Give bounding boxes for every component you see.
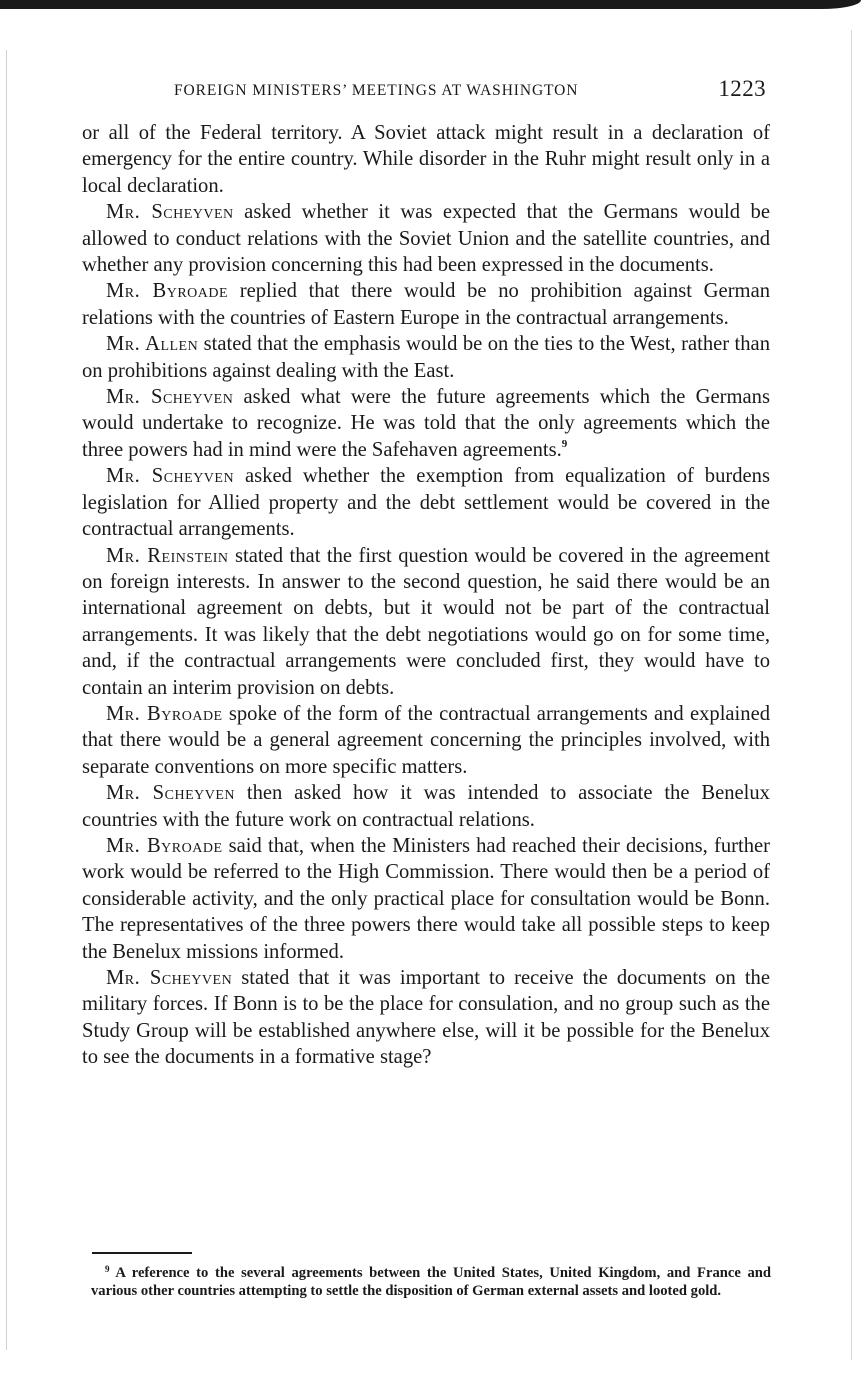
paragraph	[82, 120, 770, 199]
paragraph-text: asked what were the future agreements which the Germans would undertake to recognize. He was told that the only agreements which the three powers had in mind were the Safehaven agreements.	[82, 386, 770, 461]
footnote-text: A reference to the several agreements between the United States, United Kingdom, and France and various other countries attempting to settle the disposition of German external assets and looted gold.	[91, 1265, 771, 1299]
speaker-name: Mr. Allen	[106, 333, 199, 356]
paragraph-text: then asked how it was intended to associate the Benelux countries with the future work on contractual relations.	[82, 782, 770, 831]
paragraph	[82, 965, 770, 1071]
footnote-divider	[92, 1252, 192, 1254]
speaker-name: Mr. Byroade	[106, 834, 223, 857]
speaker-name: Mr. Scheyven	[106, 465, 235, 488]
body-text	[82, 120, 770, 1071]
page-number: 1223	[718, 76, 766, 101]
paragraph	[82, 780, 770, 833]
page-top-edge	[0, 0, 861, 9]
paragraph	[82, 331, 770, 384]
paragraph	[82, 278, 770, 331]
paragraph-text: or all of the Federal territory. A Soviet attack might result in a declaration of emergency for the entire country. While disorder in the Ruhr might result only in a local declaration.	[82, 122, 770, 197]
paragraph-text: stated that the emphasis would be on the ties to the West, rather than on prohibitions against dealing with the East.	[82, 333, 770, 382]
paragraph	[82, 833, 770, 965]
paragraph	[82, 384, 770, 463]
paragraph	[82, 543, 770, 701]
paragraph-text: asked whether it was expected that the Germans would be allowed to conduct relations with the Soviet Union and the satellite countries, and whether any provision concerning this had been expressed in the documents.	[82, 201, 770, 277]
footnote	[91, 1264, 771, 1300]
paragraph	[82, 199, 770, 278]
page-left-edge	[6, 50, 7, 1350]
paragraph-text: said that, when the Ministers had reached their decisions, further work would be referred to the High Commission. There would then be a period of considerable activity, and the only practical place for consultation would be Bonn. The representatives of the three powers there would take all possible steps to keep the Benelux missions informed.	[82, 834, 771, 963]
paragraph-text: spoke of the form of the contractual arrangements and explained that there would be a general agreement concerning the principles involved, with separate conventions on more specific matters.	[82, 702, 771, 778]
speaker-name: Mr. Scheyven	[106, 386, 234, 409]
running-head	[82, 76, 770, 106]
speaker-name: Mr. Scheyven	[106, 201, 234, 224]
paragraph-text: replied that there would be no prohibition against German relations with the countries of Eastern Europe in the contractual arrangements.	[82, 280, 771, 329]
running-title: FOREIGN MINISTERS’ MEETINGS AT WASHINGTON	[174, 82, 579, 99]
speaker-name: Mr. Byroade	[106, 702, 223, 725]
speaker-name: Mr. Reinstein	[106, 544, 229, 567]
paragraph-text: asked whether the exemption from equalization of burdens legislation for Allied property and the debt settlement would be covered in the contractual arrangements.	[82, 465, 770, 541]
speaker-name: Mr. Scheyven	[106, 967, 233, 989]
paragraph	[82, 701, 770, 780]
paragraph-text: stated that the first question would be covered in the agreement on foreign interests. In answer to the second question, he said there would be an international agreement on debts, but it would not be part of the contractual arrangements. It was likely that the debt negotiations would go on for some time, and, if the contractual arrangements were concluded first, they would have to contain an interim provision on debts.	[82, 544, 770, 699]
speaker-name: Mr. Scheyven	[106, 782, 235, 805]
paragraph	[82, 463, 770, 542]
footnote-marker: 9	[105, 1264, 110, 1274]
paragraph-text: stated that it was important to receive the documents on the military forces. If Bonn is to be the place for consulation, and no group such as the Study Group will be established anywhere else, will it be possible for the Benelux to see the documents in a formative stage?	[82, 967, 770, 1069]
page-right-edge	[851, 30, 852, 1360]
speaker-name: Mr. Byroade	[106, 280, 229, 303]
footnote-reference[interactable]: 9	[561, 437, 568, 450]
